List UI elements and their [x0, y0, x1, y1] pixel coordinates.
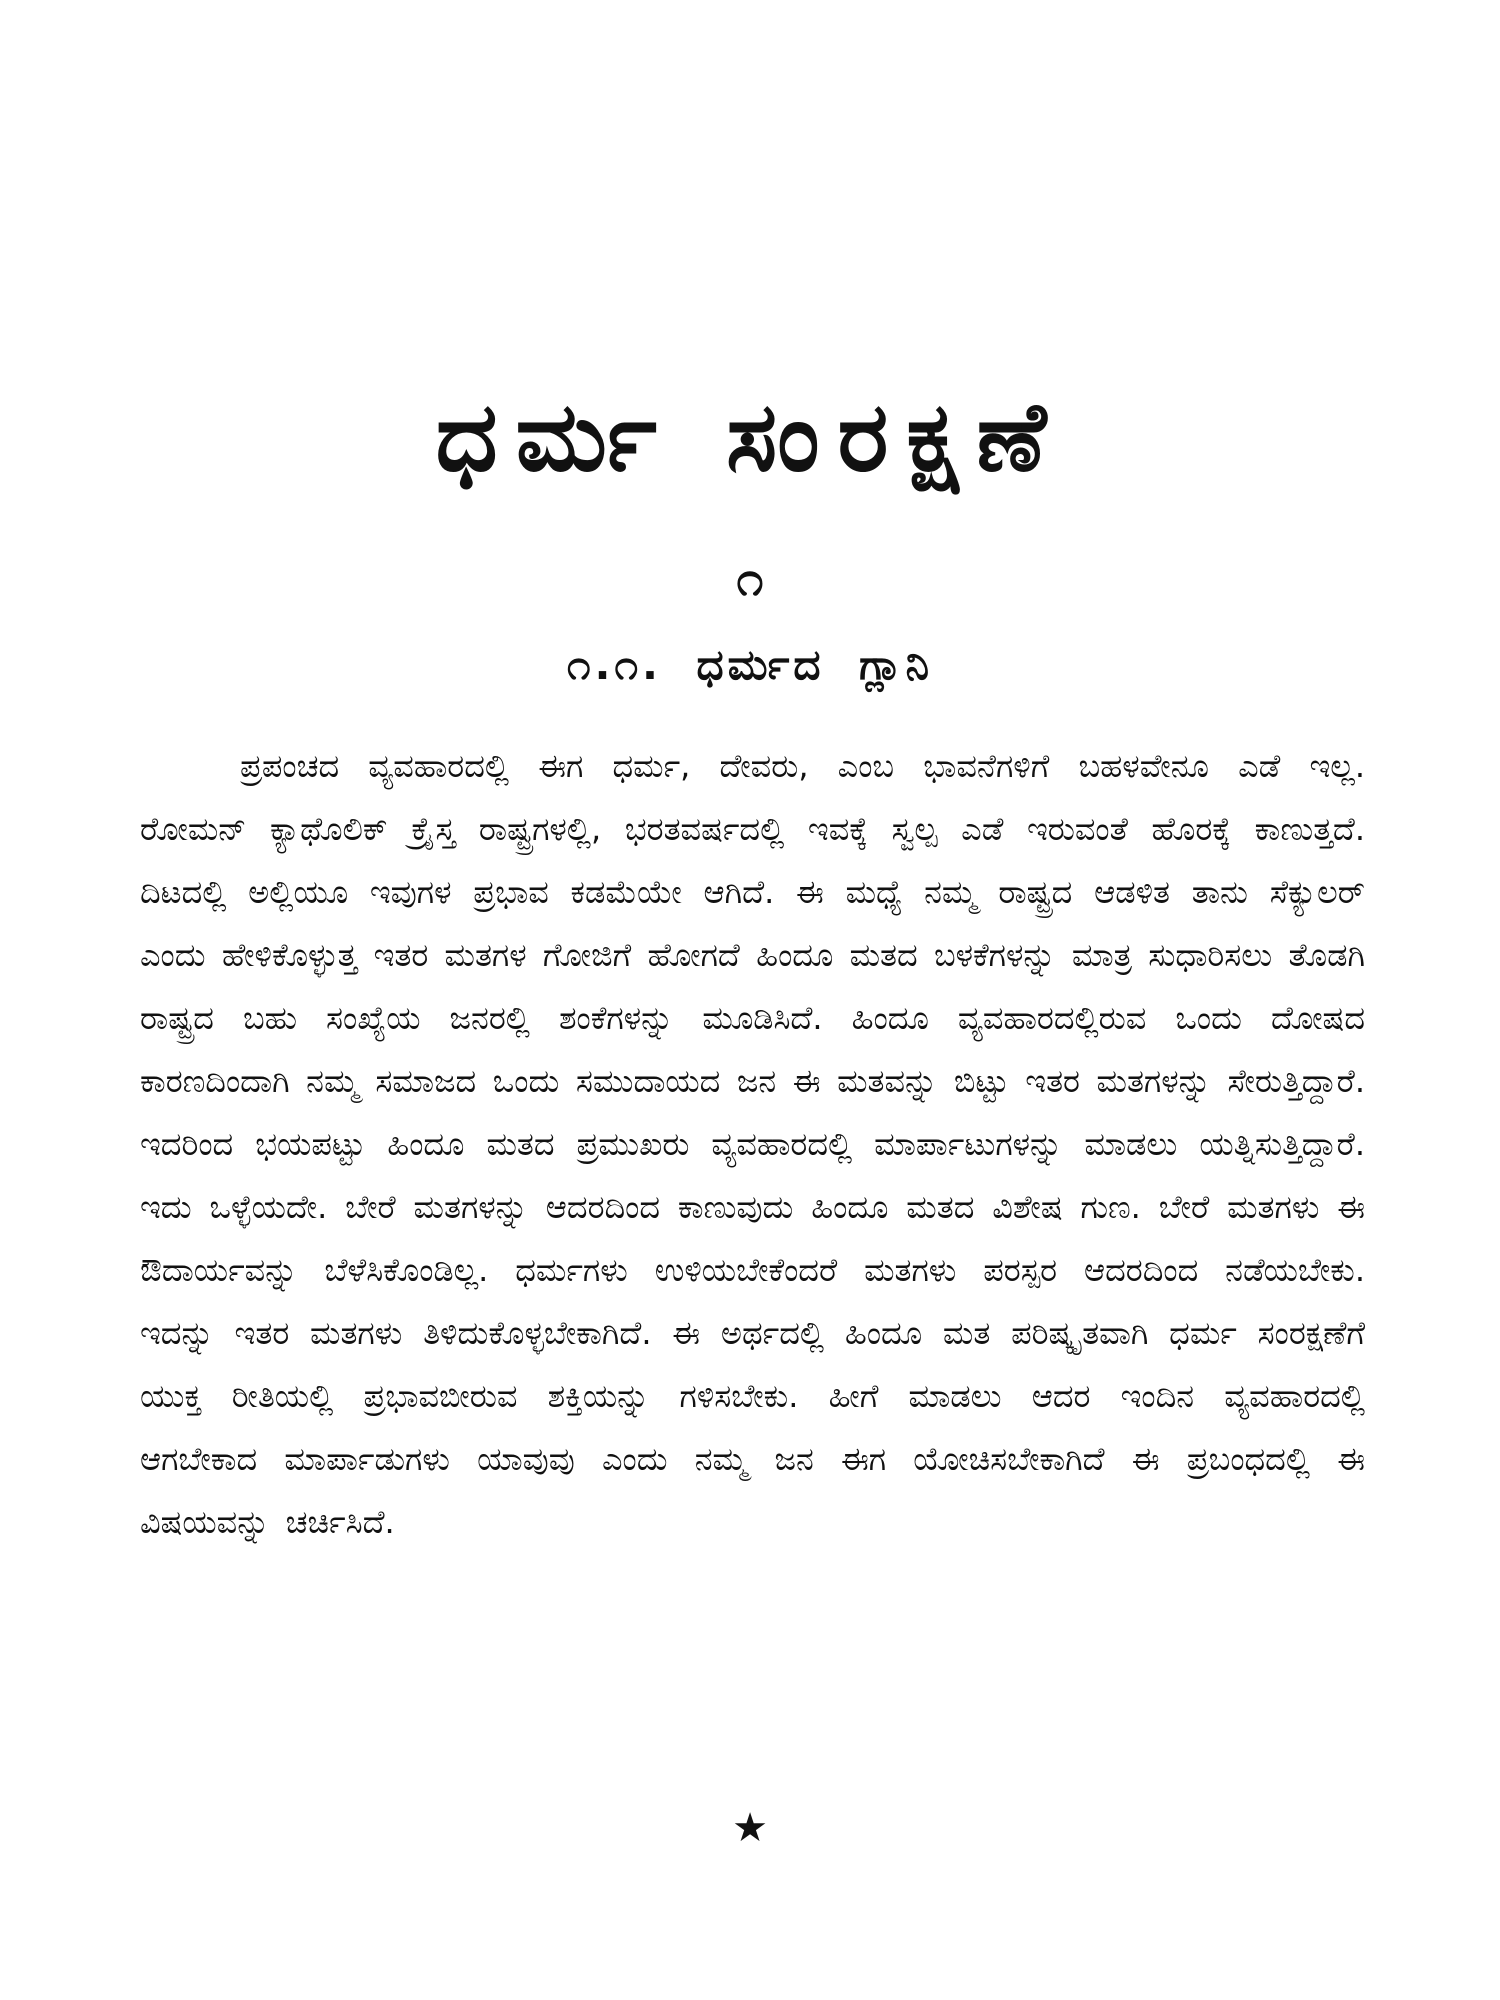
star-icon: ★ [732, 1805, 768, 1851]
section-heading: ೧.೧. ಧರ್ಮದ ಗ್ಲಾನಿ [566, 640, 934, 689]
chapter-number: ೧ [736, 551, 764, 607]
body-paragraph: ಪ್ರಪಂಚದ ವ್ಯವಹಾರದಲ್ಲಿ ಈಗ ಧರ್ಮ, ದೇವರು, ಎಂಬ ಭಾವನೆಗಳಿಗೆ ಬಹಳವೇನೂ ಎಡೆ ಇಲ್ಲ. ರೋಮನ್ ಕ್ಯಾಥೊಲಿಕ್ ಕ್ರೈಸ್ತ ರಾಷ್ಟ್ರಗಳಲ್ಲಿ, ಭರತವರ್ಷದಲ್ಲಿ ಇವಕ್ಕೆ ಸ್ವಲ್ಪ ಎಡೆ ಇರುವಂತೆ ಹೊರಕ್ಕೆ ಕಾಣುತ್ತದೆ. ದಿಟದಲ್ಲಿ ಅಲ್ಲಿಯೂ ಇವುಗಳ ಪ್ರಭಾವ ಕಡಮೆಯೇ ಆಗಿದೆ. ಈ ಮಧ್ಯೆ ನಮ್ಮ ರಾಷ್ಟ್ರದ ಆಡಳಿತ ತಾನು ಸೆಕ್ಯುಲರ್ ಎಂದು ಹೇಳಿಕೊಳ್ಳುತ್ತ ಇತರ ಮತಗಳ ಗೋಜಿಗೆ ಹೋಗದೆ ಹಿಂದೂ ಮತದ ಬಳಕೆಗಳನ್ನು ಮಾತ್ರ ಸುಧಾರಿಸಲು ತೊಡಗಿ ರಾಷ್ಟ್ರದ ಬಹು ಸಂಖ್ಯೆಯ ಜನರಲ್ಲಿ ಶಂಕೆಗಳನ್ನು ಮೂಡಿಸಿದೆ. ಹಿಂದೂ ವ್ಯವಹಾರದಲ್ಲಿರುವ ಒಂದು ದೋಷದ ಕಾರಣದಿಂದಾಗಿ ನಮ್ಮ ಸಮಾಜದ ಒಂದು ಸಮುದಾಯದ ಜನ ಈ ಮತವನ್ನು ಬಿಟ್ಟು ಇತರ ಮತಗಳನ್ನು ಸೇರುತ್ತಿದ್ದಾರೆ. ಇದರಿಂದ ಭಯಪಟ್ಟು ಹಿಂದೂ ಮತದ ಪ್ರಮುಖರು ವ್ಯವಹಾರದಲ್ಲಿ ಮಾರ್ಪಾಟುಗಳನ್ನು ಮಾಡಲು ಯತ್ನಿಸುತ್ತಿದ್ದಾರೆ. ಇದು ಒಳ್ಳೆಯದೇ. ಬೇರೆ ಮತಗಳನ್ನು ಆದರದಿಂದ ಕಾಣುವುದು ಹಿಂದೂ ಮತದ ವಿಶೇಷ ಗುಣ. ಬೇರೆ ಮತಗಳು ಈ ಔದಾರ್ಯವನ್ನು ಬೆಳೆಸಿಕೊಂಡಿಲ್ಲ. ಧರ್ಮಗಳು ಉಳಿಯಬೇಕೆಂದರೆ ಮತಗಳು ಪರಸ್ಪರ ಆದರದಿಂದ ನಡೆಯಬೇಕು. ಇದನ್ನು ಇತರ ಮತಗಳು ತಿಳಿದುಕೊಳ್ಳಬೇಕಾಗಿದೆ. ಈ ಅರ್ಥದಲ್ಲಿ ಹಿಂದೂ ಮತ ಪರಿಷ್ಕೃತವಾಗಿ ಧರ್ಮ ಸಂರಕ್ಷಣೆಗೆ ಯುಕ್ತ ರೀತಿಯಲ್ಲಿ ಪ್ರಭಾವಬೀರುವ ಶಕ್ತಿಯನ್ನು ಗಳಿಸಬೇಕು. ಹೀಗೆ ಮಾಡಲು ಆದರ ಇಂದಿನ ವ್ಯವಹಾರದಲ್ಲಿ ಆಗಬೇಕಾದ ಮಾರ್ಪಾಡುಗಳು ಯಾವುವು ಎಂದು ನಮ್ಮ ಜನ ಈಗ ಯೋಚಿಸಬೇಕಾಗಿದೆ ಈ ಪ್ರಬಂಧದಲ್ಲಿ ಈ ವಿಷಯವನ್ನು ಚರ್ಚಿಸಿದೆ. [140, 747, 1365, 1541]
page-title: ಧರ್ಮ ಸಂರಕ್ಷಣೆ [435, 381, 1065, 493]
